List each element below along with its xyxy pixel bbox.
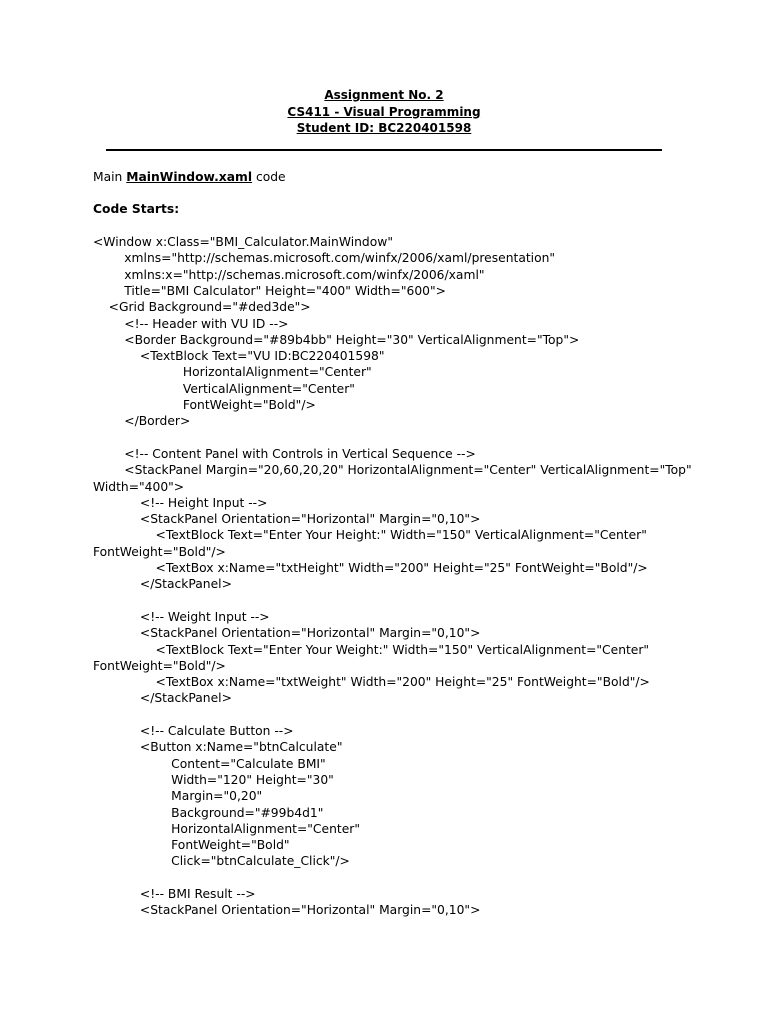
code-line: <Window x:Class="BMI_Calculator.MainWindow" <box>93 235 393 249</box>
code-line: <TextBox x:Name="txtWeight" Width="200" Height="25" FontWeight="Bold"/> <box>93 675 650 690</box>
code-line: Width="120" Height="30" <box>93 772 334 787</box>
code-line: <!-- Header with VU ID --> <box>93 316 289 331</box>
code-line: </StackPanel> <box>93 577 232 592</box>
code-block <box>93 234 692 934</box>
code-line: FontWeight="Bold"/> <box>93 658 226 673</box>
code-line: <Grid Background="#ded3de"> <box>93 300 311 315</box>
code-line: </Border> <box>93 414 191 429</box>
code-line: <TextBlock Text="VU ID:BC220401598" <box>93 349 385 364</box>
code-line: <!-- Calculate Button --> <box>93 724 294 738</box>
code-starts-label: Code Starts: <box>93 202 180 216</box>
assignment-title: Assignment No. 2 <box>324 88 444 102</box>
code-line: <StackPanel Margin="20,60,20,20" HorizontalAlignment="Center" VerticalAlignment="Top" <box>93 463 692 478</box>
intro-line <box>93 169 673 185</box>
code-line: Click="btnCalculate_Click"/> <box>93 854 350 869</box>
code-line: <Button x:Name="btnCalculate" <box>93 740 343 755</box>
intro-prefix: Main <box>93 170 127 184</box>
code-line: <!-- Height Input --> <box>93 495 268 510</box>
code-line: VerticalAlignment="Center" <box>93 381 355 396</box>
code-line: <Border Background="#89b4bb" Height="30" VerticalAlignment="Top"> <box>93 332 580 347</box>
code-line: HorizontalAlignment="Center" <box>93 365 372 380</box>
code-line: Width="400"> <box>93 479 185 494</box>
code-line: xmlns:x="http://schemas.microsoft.com/winfx/2006/xaml" <box>93 267 485 282</box>
code-line: HorizontalAlignment="Center" <box>93 821 360 836</box>
intro-filename: MainWindow.xaml <box>126 170 253 184</box>
code-line: <StackPanel Orientation="Horizontal" Margin="0,10"> <box>93 903 481 918</box>
code-line: <StackPanel Orientation="Horizontal" Margin="0,10"> <box>93 512 481 527</box>
code-line: xmlns="http://schemas.microsoft.com/winfx/2006/xaml/presentation" <box>93 251 556 266</box>
code-line: <TextBlock Text="Enter Your Weight:" Width="150" VerticalAlignment="Center" <box>93 642 650 657</box>
code-line: <TextBox x:Name="txtHeight" Width="200" Height="25" FontWeight="Bold"/> <box>93 561 648 575</box>
header-divider <box>106 149 662 151</box>
course-title: CS411 - Visual Programming <box>287 104 481 119</box>
intro-suffix: code <box>252 170 286 184</box>
code-line: <!-- Content Panel with Controls in Vertical Sequence --> <box>93 446 476 461</box>
student-id: Student ID: BC220401598 <box>296 121 472 135</box>
code-line: <StackPanel Orientation="Horizontal" Margin="0,10"> <box>93 626 481 641</box>
code-line: <TextBlock Text="Enter Your Height:" Width="150" VerticalAlignment="Center" <box>93 528 647 543</box>
code-line: FontWeight="Bold"/> <box>93 544 226 559</box>
code-line: Title="BMI Calculator" Height="400" Width="600"> <box>93 283 446 298</box>
code-line: <!-- Weight Input --> <box>93 609 270 624</box>
code-line: Content="Calculate BMI" <box>93 756 326 771</box>
code-line: <!-- BMI Result --> <box>93 887 256 901</box>
code-line: FontWeight="Bold" <box>93 838 290 853</box>
code-line: Margin="0,20" <box>93 789 263 804</box>
code-line: </StackPanel> <box>93 691 232 706</box>
code-line: FontWeight="Bold"/> <box>93 398 316 412</box>
code-line: Background="#99b4d1" <box>93 805 324 820</box>
